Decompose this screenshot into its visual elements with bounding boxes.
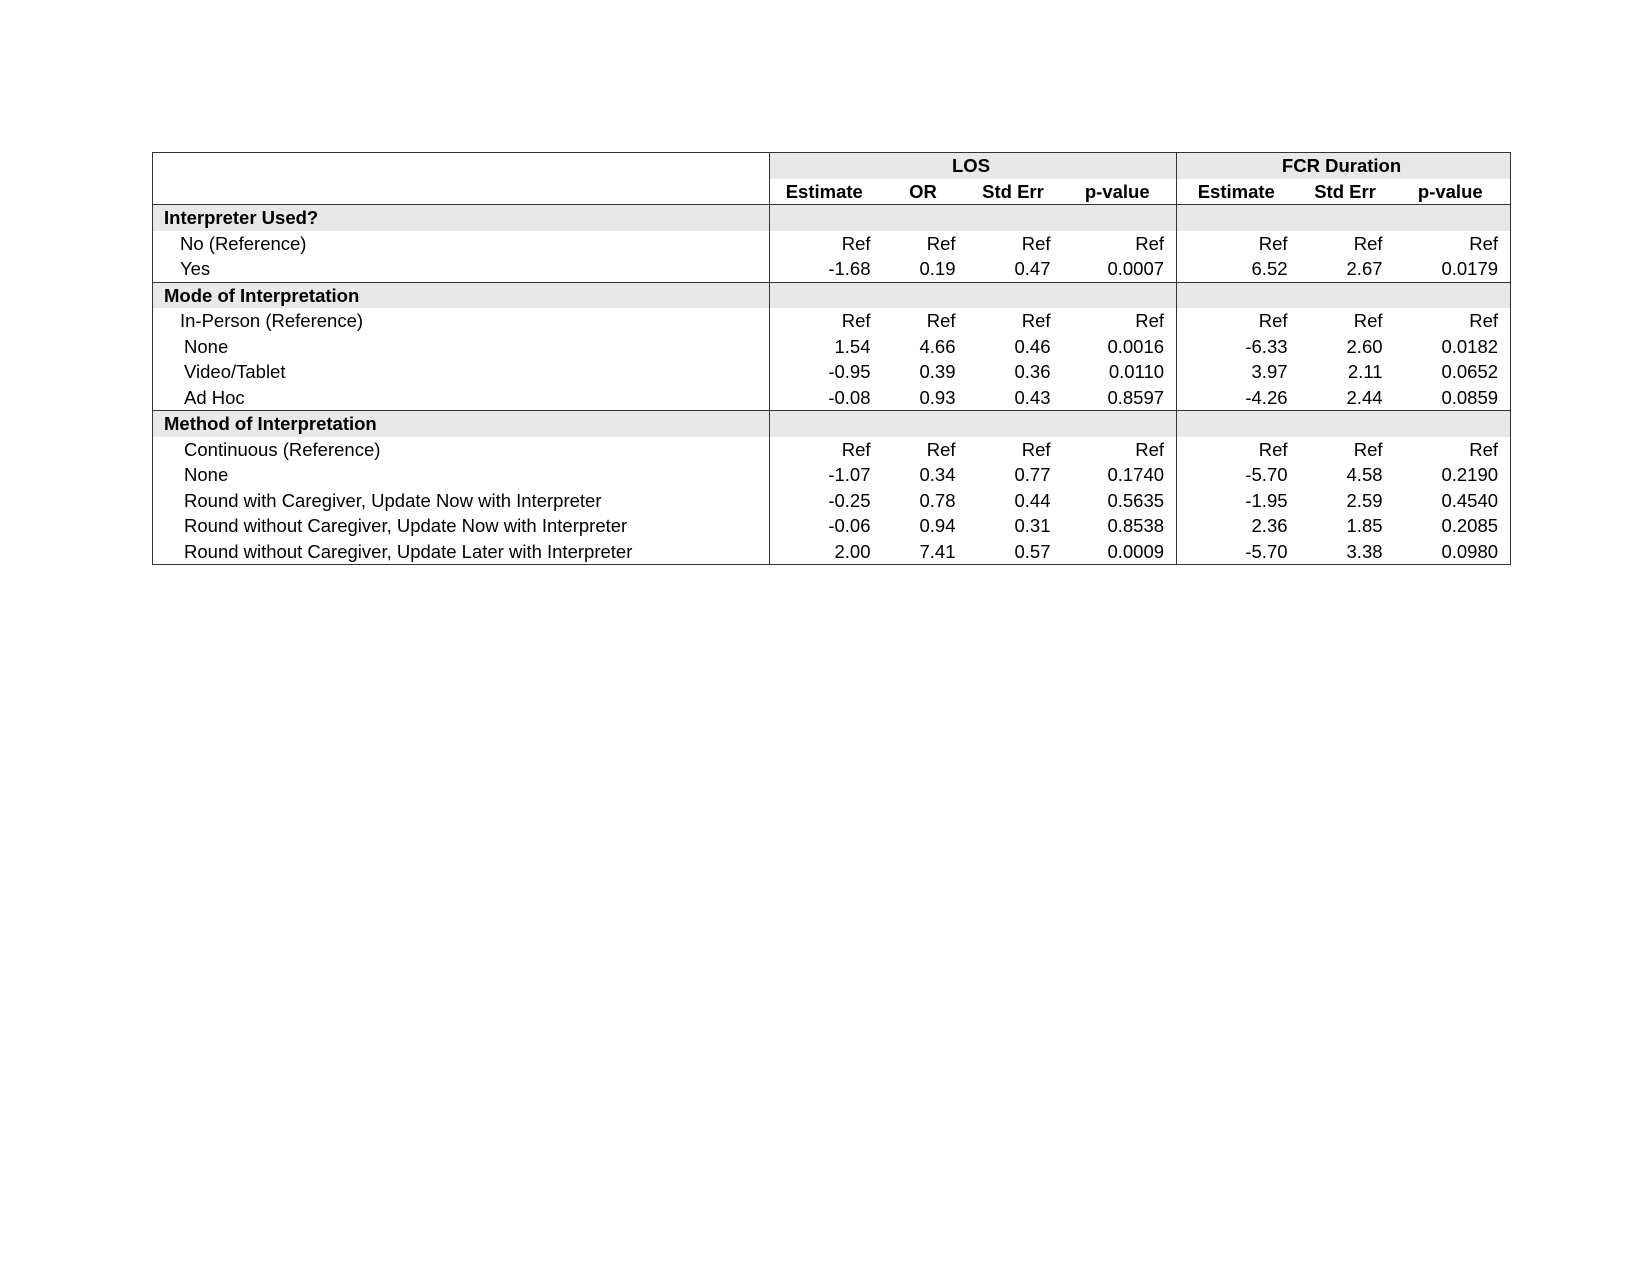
col-header-los-p-value: p-value bbox=[1063, 179, 1177, 205]
row-label: Round with Caregiver, Update Now with Interpreter bbox=[184, 489, 602, 511]
table-row bbox=[153, 231, 1511, 257]
cell-los-std-err: 0.77 bbox=[1014, 464, 1051, 486]
cell-los-estimate: Ref bbox=[770, 308, 883, 334]
cell-los-or: 0.34 bbox=[919, 464, 956, 486]
col-header-los-std-err: Std Err bbox=[968, 179, 1063, 205]
section-header-row bbox=[153, 411, 1511, 437]
group-header-fcr: FCR Duration bbox=[1177, 153, 1511, 179]
cell-fcr-p-value: Ref bbox=[1469, 438, 1499, 460]
cell-los-std-err: 0.36 bbox=[1014, 361, 1051, 383]
cell-fcr-std-err: 2.67 bbox=[1346, 258, 1383, 280]
table-row bbox=[153, 385, 1511, 411]
cell-fcr-p-value: Ref bbox=[1469, 310, 1499, 332]
col-header-los-estimate: Estimate bbox=[770, 179, 883, 205]
table-row bbox=[153, 359, 1511, 385]
cell-los-or: Ref bbox=[926, 438, 956, 460]
col-header-fcr-estimate: Estimate bbox=[1177, 179, 1300, 205]
row-label: Round without Caregiver, Update Now with Interpreter bbox=[184, 515, 628, 537]
cell-fcr-std-err: 2.59 bbox=[1346, 489, 1383, 511]
col-header-los-or: OR bbox=[883, 179, 968, 205]
column-header-row bbox=[153, 179, 1511, 205]
row-label: No (Reference) bbox=[180, 232, 307, 254]
cell-fcr-p-value: 0.0182 bbox=[1441, 335, 1499, 357]
cell-los-std-err: Ref bbox=[1021, 232, 1051, 254]
cell-los-std-err: 0.57 bbox=[1014, 540, 1051, 562]
cell-los-p-value: Ref bbox=[1135, 310, 1165, 332]
cell-fcr-estimate: -5.70 bbox=[1177, 539, 1300, 565]
cell-fcr-p-value: 0.2190 bbox=[1441, 464, 1499, 486]
cell-los-estimate: Ref bbox=[770, 231, 883, 257]
header-blank-cell bbox=[153, 179, 770, 205]
cell-fcr-std-err: Ref bbox=[1353, 438, 1383, 460]
cell-los-estimate: -0.08 bbox=[770, 385, 883, 411]
section-header-row bbox=[153, 205, 1511, 231]
group-header-row bbox=[153, 153, 1511, 179]
cell-los-p-value: 0.5635 bbox=[1107, 489, 1165, 511]
cell-los-estimate: Ref bbox=[770, 437, 883, 463]
table-row bbox=[153, 513, 1511, 539]
cell-los-or: 0.39 bbox=[919, 361, 956, 383]
cell-fcr-estimate: 3.97 bbox=[1177, 359, 1300, 385]
cell-los-estimate: -0.25 bbox=[770, 488, 883, 514]
cell-los-or: 0.93 bbox=[919, 386, 956, 408]
cell-fcr-estimate: Ref bbox=[1177, 231, 1300, 257]
cell-los-std-err: 0.31 bbox=[1014, 515, 1051, 537]
cell-fcr-std-err: 2.44 bbox=[1346, 386, 1383, 408]
cell-fcr-std-err: 4.58 bbox=[1346, 464, 1383, 486]
row-label: None bbox=[184, 464, 229, 486]
cell-los-or: 0.94 bbox=[919, 515, 956, 537]
row-label: None bbox=[184, 335, 229, 357]
cell-fcr-p-value: 0.4540 bbox=[1441, 489, 1499, 511]
cell-los-p-value: 0.0016 bbox=[1107, 335, 1165, 357]
cell-fcr-std-err: 2.11 bbox=[1347, 361, 1383, 383]
table-row bbox=[153, 462, 1511, 488]
section-title: Interpreter Used? bbox=[164, 207, 319, 229]
cell-fcr-p-value: 0.2085 bbox=[1441, 515, 1499, 537]
cell-fcr-p-value: 0.0859 bbox=[1441, 386, 1499, 408]
table-row bbox=[153, 488, 1511, 514]
cell-los-p-value: Ref bbox=[1135, 232, 1165, 254]
row-label: Round without Caregiver, Update Later with Interpreter bbox=[184, 540, 633, 562]
table-row bbox=[153, 437, 1511, 463]
cell-fcr-std-err: 1.85 bbox=[1346, 515, 1383, 537]
cell-los-or: 7.41 bbox=[919, 540, 956, 562]
cell-los-p-value: Ref bbox=[1135, 438, 1165, 460]
cell-los-std-err: 0.47 bbox=[1014, 258, 1051, 280]
cell-los-p-value: 0.0007 bbox=[1107, 258, 1165, 280]
cell-los-std-err: Ref bbox=[1021, 438, 1051, 460]
cell-los-estimate: 2.00 bbox=[770, 539, 883, 565]
cell-los-or: Ref bbox=[926, 232, 956, 254]
row-label: Continuous (Reference) bbox=[184, 438, 381, 460]
cell-los-p-value: 0.8597 bbox=[1107, 386, 1165, 408]
cell-los-p-value: 0.0009 bbox=[1107, 540, 1165, 562]
table-row bbox=[153, 256, 1511, 282]
cell-fcr-estimate: -6.33 bbox=[1177, 334, 1300, 360]
table-row bbox=[153, 308, 1511, 334]
cell-fcr-std-err: Ref bbox=[1353, 310, 1383, 332]
cell-los-std-err: 0.44 bbox=[1014, 489, 1051, 511]
col-header-fcr-std-err: Std Err bbox=[1300, 179, 1395, 205]
cell-los-estimate: 1.54 bbox=[770, 334, 883, 360]
cell-fcr-estimate: Ref bbox=[1177, 437, 1300, 463]
cell-los-or: 0.78 bbox=[919, 489, 956, 511]
cell-los-std-err: 0.46 bbox=[1014, 335, 1051, 357]
row-label: Yes bbox=[180, 258, 211, 280]
col-header-fcr-p-value: p-value bbox=[1395, 179, 1511, 205]
section-title: Mode of Interpretation bbox=[153, 282, 770, 308]
cell-los-estimate: -0.95 bbox=[770, 359, 883, 385]
cell-fcr-std-err: 2.60 bbox=[1346, 335, 1383, 357]
cell-los-or: 0.19 bbox=[919, 258, 956, 280]
cell-fcr-estimate: -5.70 bbox=[1177, 462, 1300, 488]
cell-los-estimate: -1.07 bbox=[770, 462, 883, 488]
cell-fcr-p-value: Ref bbox=[1469, 232, 1499, 254]
header-blank-cell bbox=[153, 153, 770, 179]
cell-fcr-estimate: -1.95 bbox=[1177, 488, 1300, 514]
cell-fcr-estimate: Ref bbox=[1177, 308, 1300, 334]
row-label: In-Person (Reference) bbox=[180, 310, 364, 332]
group-header-los: LOS bbox=[770, 153, 1177, 179]
cell-fcr-p-value: 0.0179 bbox=[1441, 258, 1499, 280]
section-title: Method of Interpretation bbox=[153, 411, 770, 437]
cell-los-or: 4.66 bbox=[919, 335, 956, 357]
cell-los-or: Ref bbox=[926, 310, 956, 332]
cell-los-p-value: 0.1740 bbox=[1107, 464, 1165, 486]
regression-results-table bbox=[152, 152, 1511, 565]
cell-fcr-estimate: 2.36 bbox=[1177, 513, 1300, 539]
cell-los-estimate: -1.68 bbox=[770, 256, 883, 282]
cell-fcr-std-err: Ref bbox=[1353, 232, 1383, 254]
table-row bbox=[153, 539, 1511, 565]
row-label: Video/Tablet bbox=[184, 361, 286, 383]
cell-los-p-value: 0.0110 bbox=[1108, 361, 1165, 383]
cell-fcr-std-err: 3.38 bbox=[1346, 540, 1383, 562]
cell-los-p-value: 0.8538 bbox=[1107, 515, 1165, 537]
cell-fcr-p-value: 0.0980 bbox=[1441, 540, 1499, 562]
cell-fcr-p-value: 0.0652 bbox=[1441, 361, 1499, 383]
cell-fcr-estimate: 6.52 bbox=[1177, 256, 1300, 282]
cell-los-std-err: Ref bbox=[1021, 310, 1051, 332]
table-row bbox=[153, 334, 1511, 360]
row-label: Ad Hoc bbox=[184, 386, 245, 408]
cell-los-std-err: 0.43 bbox=[1014, 386, 1051, 408]
cell-fcr-estimate: -4.26 bbox=[1177, 385, 1300, 411]
section-header-row bbox=[153, 282, 1511, 308]
cell-los-estimate: -0.06 bbox=[770, 513, 883, 539]
